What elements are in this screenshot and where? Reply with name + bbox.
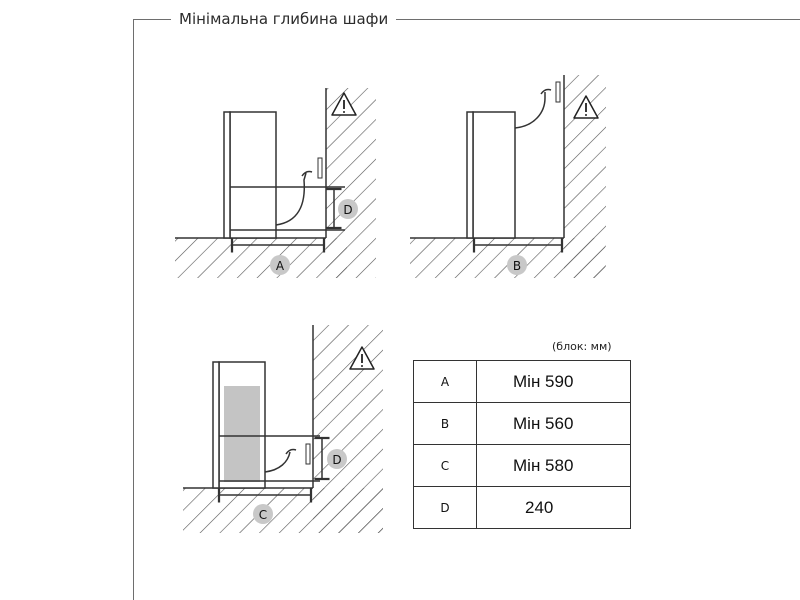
wall-socket-b <box>556 82 560 102</box>
diagram-c <box>183 325 383 533</box>
row-value: Мін 590 <box>477 361 631 403</box>
floor-hatch-a <box>175 238 347 278</box>
diagram-title: Мінімальна глибина шафи <box>171 8 396 30</box>
table-row <box>414 445 631 487</box>
marker-d-2-label: D <box>332 453 342 467</box>
unit-door-c <box>213 362 219 488</box>
wall-hatch-c <box>313 325 383 533</box>
row-key: C <box>414 445 477 487</box>
hose-c <box>265 452 290 472</box>
unit-body-a <box>230 112 276 238</box>
hose-b <box>515 92 545 128</box>
row-value: Мін 580 <box>477 445 631 487</box>
marker-c-label: C <box>258 508 268 522</box>
row-key: A <box>414 361 477 403</box>
marker-b-label: B <box>512 259 522 273</box>
wall-hatch-a <box>326 88 376 278</box>
hose-a <box>276 173 306 225</box>
unit-door-a <box>224 112 230 238</box>
wall-socket-a <box>318 158 322 178</box>
unit-note: (блок: мм) <box>552 340 612 353</box>
table-row <box>414 403 631 445</box>
hose-connector-b <box>541 90 551 95</box>
diagram-b <box>410 75 606 278</box>
row-key: D <box>414 487 477 529</box>
table-row <box>414 487 631 529</box>
unit-body-b <box>473 112 515 238</box>
row-value: 240 <box>477 487 631 529</box>
row-value: Мін 560 <box>477 403 631 445</box>
diagram-a <box>175 88 376 278</box>
marker-d-1-label: D <box>343 203 353 217</box>
spec-table <box>413 360 631 529</box>
hose-connector-a <box>302 172 312 177</box>
unit-door-b <box>467 112 473 238</box>
unit-shelf-fill-c <box>224 386 260 482</box>
row-key: B <box>414 403 477 445</box>
table-row <box>414 361 631 403</box>
wall-socket-c <box>306 444 310 464</box>
hose-connector-c <box>286 450 296 455</box>
marker-a-label: A <box>275 259 285 273</box>
